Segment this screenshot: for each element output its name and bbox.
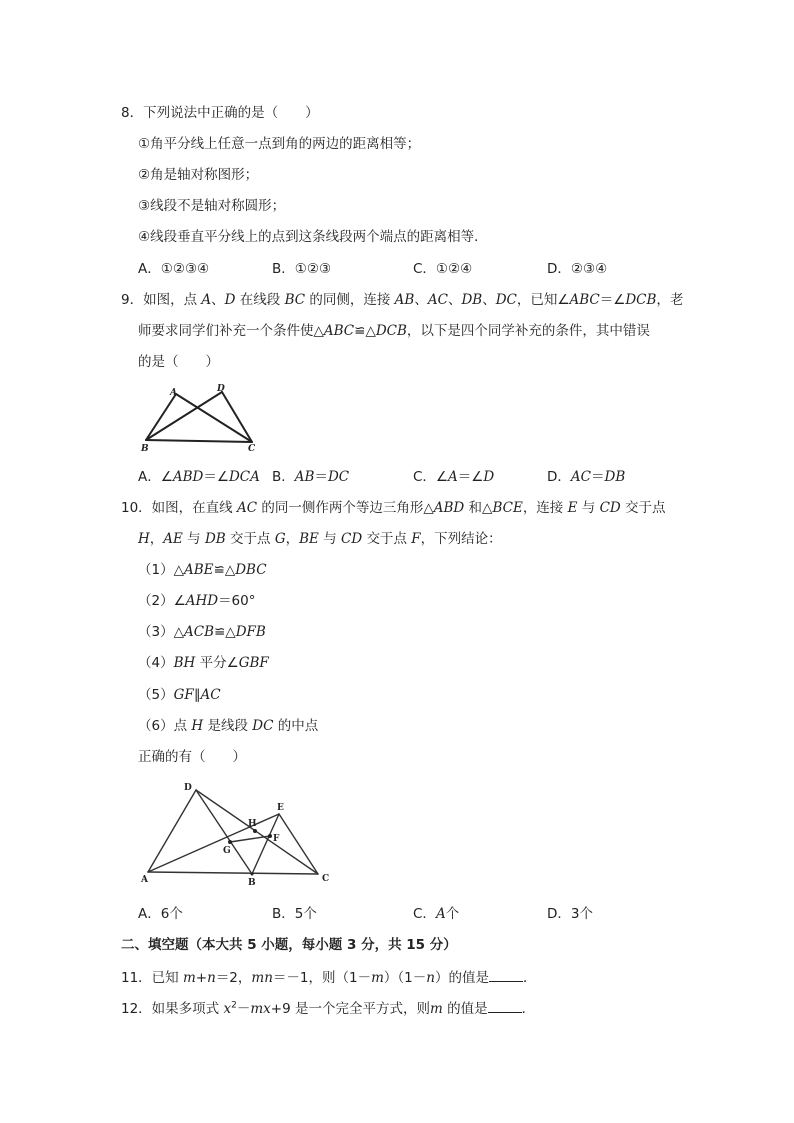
q9-option-b: B．AB＝DC [272,469,350,485]
q10-segment-ae [148,814,279,872]
q10-option-b: B．5个 [272,906,317,922]
q8-option-c: C．①②④ [413,261,473,277]
q9-segment-bc [146,440,252,442]
q10-label-a: A [141,875,148,885]
q8-item-4: ④线段垂直平分线上的点到这条线段两个端点的距离相等． [138,229,488,245]
q10-line-1: 10．如图，在直线 AC 的同一侧作两个等边三角形△ABD 和△BCE，连接 E 与 CD 交于点 [121,500,666,516]
q10-point-f [268,834,272,838]
q10-label-h: H [248,819,257,829]
q8-item-2: ②角是轴对称图形； [138,167,259,183]
q10-point-h [253,829,257,833]
q9-line-3: 的是（ ） [138,354,219,370]
q9-option-c: C．∠A＝∠D [413,469,495,485]
q10-option-d: D．3个 [547,906,593,922]
q9-segment-ab [146,394,176,440]
q8-option-d: D．②③④ [547,261,608,277]
q10-label-f: F [273,834,280,844]
q10-option-a: A．6个 [138,906,183,922]
q9-option-a: A．∠ABD＝∠DCA [138,469,260,485]
q10-segment-db [196,790,252,874]
q8-option-b: B．①②③ [272,261,332,277]
q9-label-d: D [217,384,225,394]
q8-item-3: ③线段不是轴对称圆形； [138,198,286,214]
q11-line: 11．已知 m+n＝2，mn＝－1，则（1－m）（1－n）的值是 ． [121,970,537,986]
q9-option-d: D．AC＝DB [547,469,626,485]
q10-conclusion-1: （1）△ABE≌△DBC [138,562,267,578]
q12-line: 12．如果多项式 $x^2-mx+9$ 是一个完全平方式，则m 的值是 ． [121,1000,536,1017]
q10-label-c: C [322,874,330,884]
q10-label-e: E [277,803,284,813]
q10-segment-gf [230,836,270,842]
q8-stem: 8．下列说法中正确的是（ ） [121,105,319,121]
q10-label-d: D [184,783,192,793]
q12-answer-blank[interactable] [488,999,522,1013]
q10-label-g: G [223,846,231,856]
q10-option-c: C．A个 [413,906,460,922]
q10-figure [138,776,343,891]
q9-label-b: B [141,444,149,452]
q10-segment-ac [148,872,318,874]
q9-label-c: C [248,444,256,452]
q9-line-2: 师要求同学们补充一个条件使△ABC≌△DCB，以下是四个同学补充的条件，其中错误 [138,323,650,339]
q8-option-a: A．①②③④ [138,261,210,277]
q10-conclusion-4: （4）BH 平分∠GBF [138,655,269,671]
q10-point-b [251,873,254,876]
q9-figure [138,380,268,452]
q10-conclusion-3: （3）△ACB≌△DFB [138,624,266,640]
section-2-title: 二、填空题（本大共 5 小题，每小题 3 分，共 15 分） [121,937,457,953]
q10-label-b: B [248,878,256,888]
q10-point-g [228,840,232,844]
q9-segment-ac [176,394,252,442]
q10-segment-ec [279,814,318,874]
q10-segment-ad [148,790,196,872]
q11-answer-blank[interactable] [489,968,523,982]
q10-conclusion-5: （5）GF∥AC [138,687,221,703]
q10-conclusion-2: （2）∠AHD＝60° [138,593,256,609]
q9-label-a: A [170,388,177,398]
q10-conclusion-6: （6）点 H 是线段 DC 的中点 [138,718,319,734]
q10-line-2: H，AE 与 DB 交于点 G，BE 与 CD 交于点 F，下列结论： [138,531,502,547]
q9-segment-dc [222,392,252,442]
q8-item-1: ①角平分线上任意一点到角的两边的距离相等； [138,136,421,152]
q10-ask: 正确的有（ ） [138,749,246,765]
q9-line-1: 9．如图，点 A、D 在线段 BC 的同侧，连接 AB、AC、DB、DC，已知∠ABC＝∠DCB，老 [121,292,684,308]
